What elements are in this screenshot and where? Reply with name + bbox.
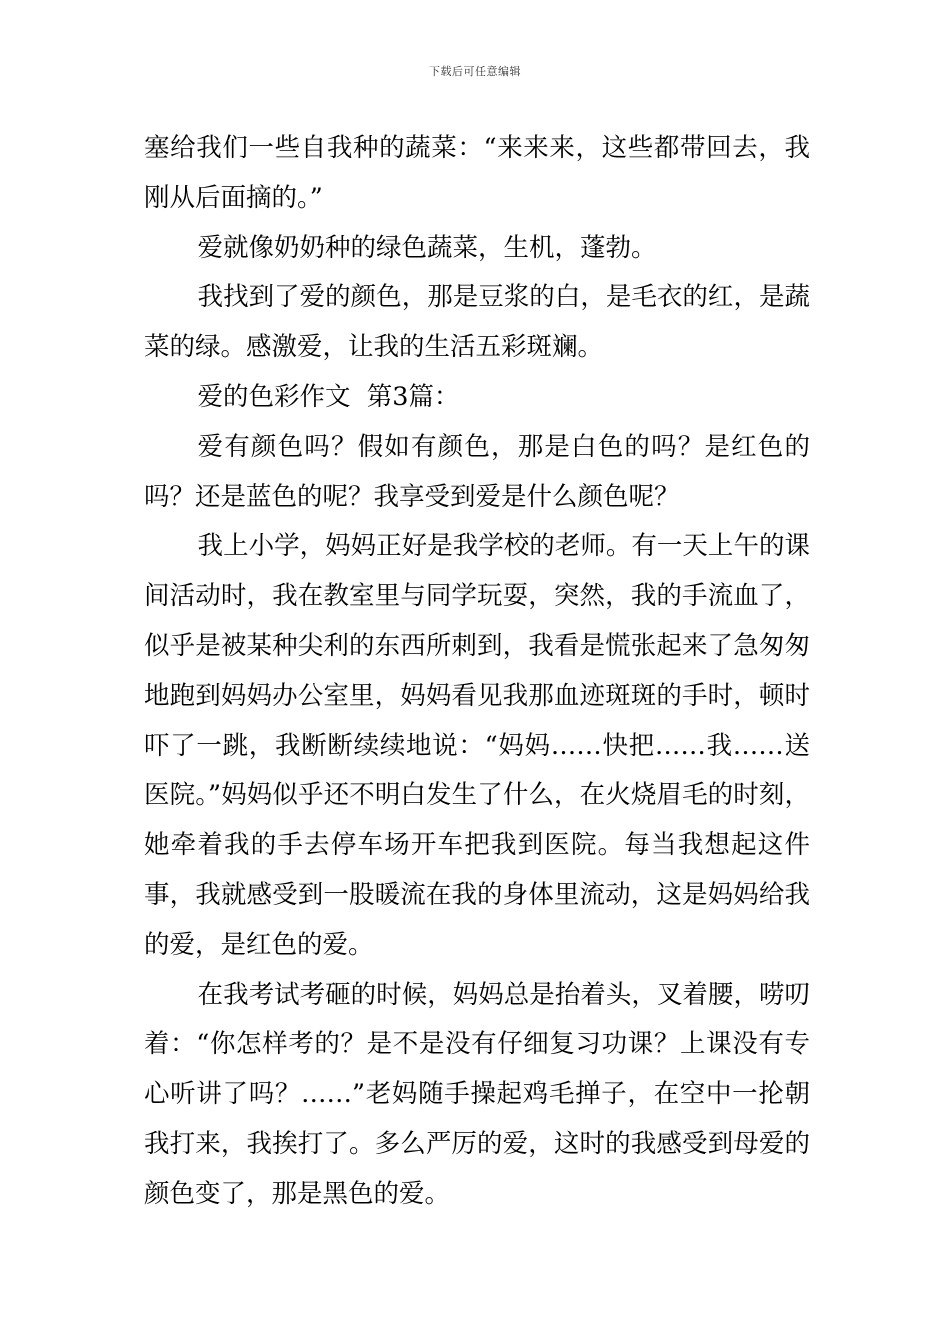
paragraph-6: 在我考试考砸的时候，妈妈总是抬着头，叉着腰，唠叨着：“你怎样考的？是不是没有仔细复习功课？上课没有专心听讲了吗？……”老妈随手操起鸡毛掸子，在空中一抡朝我打来，我挨打了。多么严厉的爱，这时的我感受到母爱的颜色变了，那是黑色的爱。 — [144, 979, 810, 1209]
document-body — [144, 124, 810, 1220]
section-heading: 爱的色彩作文 第3篇： — [197, 381, 460, 412]
paragraph-3: 我找到了爱的颜色，那是豆浆的白，是毛衣的红，是蔬菜的绿。感激爱，让我的生活五彩斑斓。 — [144, 282, 810, 363]
paragraph-5: 我上小学，妈妈正好是我学校的老师。有一天上午的课间活动时，我在教室里与同学玩耍，突然，我的手流血了，似乎是被某种尖利的东西所刺到，我看是慌张起来了急匆匆地跑到妈妈办公室里，妈妈看见我那血迹斑斑的手时，顿时吓了一跳，我断断续续地说：“妈妈……快把……我……送医院。”妈妈似乎还不明白发生了什么，在火烧眉毛的时刻，她牵着我的手去停车场开车把我到医院。每当我想起这件事，我就感受到一股暖流在我的身体里流动，这是妈妈给我的爱，是红色的爱。 — [144, 531, 810, 960]
paragraph-2: 爱就像奶奶种的绿色蔬菜，生机，蓬勃。 — [197, 232, 657, 263]
page-header: 下载后可任意编辑 — [429, 65, 521, 78]
paragraph-1: 塞给我们一些自我种的蔬菜：“来来来，这些都带回去，我刚从后面摘的。” — [144, 133, 810, 213]
paragraph-4: 爱有颜色吗？假如有颜色，那是白色的吗？是红色的吗？还是蓝色的呢？我享受到爱是什么颜色呢？ — [144, 431, 810, 512]
